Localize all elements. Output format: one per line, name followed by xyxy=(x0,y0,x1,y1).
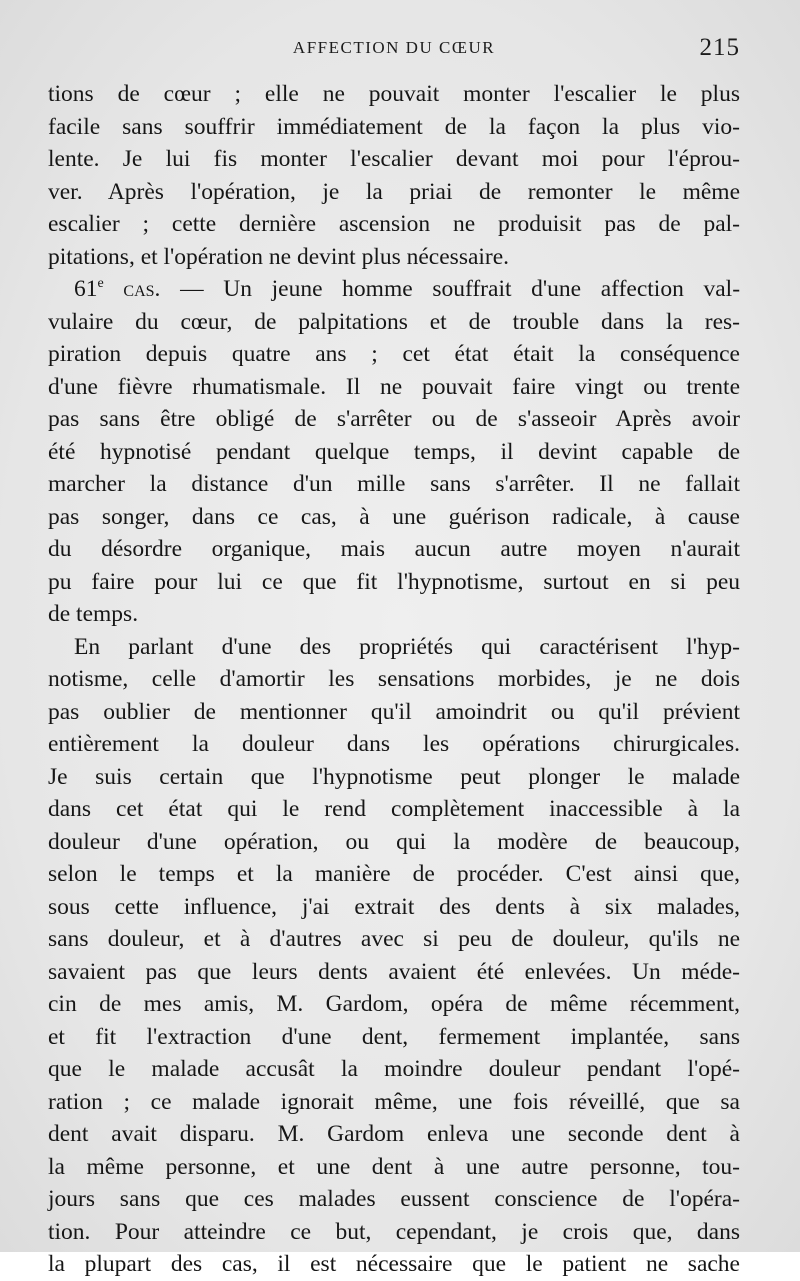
text-line: de temps. xyxy=(48,601,139,627)
text-line: marcher la distance d'un mille sans s'arrêter. Il ne fallait xyxy=(48,471,740,497)
text-line: cin de mes amis, M. Gardom, opéra de même récemment, xyxy=(48,991,740,1017)
text-line: vulaire du cœur, de palpitations et de trouble dans la res- xyxy=(48,308,740,335)
text-line: ration ; ce malade ignorait même, une fois réveillé, que sa xyxy=(48,1088,740,1115)
text-line: ver. Après l'opération, je la priai de remonter le même xyxy=(48,178,740,205)
text-line: d'une fièvre rhumatismale. Il ne pouvait faire vingt ou trente xyxy=(48,373,740,400)
text-line: jours sans que ces malades eussent conscience de l'opéra- xyxy=(48,1186,740,1212)
text-line: pas oublier de mentionner qu'il amoindrit ou qu'il prévient xyxy=(48,698,740,725)
text-line: la même personne, et une dent à une autre personne, tou- xyxy=(48,1153,740,1180)
text-line: lente. Je lui fis monter l'escalier devant moi pour l'éprou- xyxy=(48,146,740,172)
text-line: sous cette influence, j'ai extrait des dents à six malades, xyxy=(48,893,740,920)
text-line: entièrement la douleur dans les opérations chirurgicales. xyxy=(48,731,740,757)
case-number-suffix: e xyxy=(97,276,104,292)
text-line: du désordre organique, mais aucun autre moyen n'aurait xyxy=(48,536,740,562)
case-number: 61 xyxy=(74,276,98,302)
text-line: facile sans souffrir immédiatement de la façon la plus vio- xyxy=(48,113,740,140)
text-line: pas sans être obligé de s'arrêter ou de s'asseoir Après avoir xyxy=(48,406,740,432)
text-line: — Un jeune homme souffrait d'une affection val- xyxy=(180,276,741,302)
text-line: été hypnotisé pendant quelque temps, il devint capable de xyxy=(48,438,740,465)
case-label: cas. xyxy=(123,276,161,302)
text-line: tion. Pour atteindre ce but, cependant, je crois que, dans xyxy=(48,1218,740,1245)
text-line: Je suis certain que l'hypnotisme peut plonger le malade xyxy=(48,763,740,790)
text-line: piration depuis quatre ans ; cet état était la conséquence xyxy=(48,341,740,367)
running-head: AFFECTION DU CŒUR xyxy=(292,38,496,57)
text-line: et fit l'extraction d'une dent, fermement implantée, sans xyxy=(48,1023,740,1050)
text-line: pas songer, dans ce cas, à une guérison radicale, à cause xyxy=(48,503,740,530)
text-line: pu faire pour lui ce que fit l'hypnotisme, surtout en si peu xyxy=(48,568,740,595)
text-line: savaient pas que leurs dents avaient été enlevées. Un méde- xyxy=(48,958,740,985)
text-line: douleur d'une opération, ou qui la modère de beaucoup, xyxy=(48,828,740,855)
text-line: notisme, celle d'amortir les sensations morbides, je ne dois xyxy=(48,666,740,692)
page-header xyxy=(48,36,740,66)
text-line: tions de cœur ; elle ne pouvait monter l'escalier le plus xyxy=(48,81,740,107)
page-number: 215 xyxy=(699,34,740,61)
case-heading-line xyxy=(48,273,740,306)
text-line: que le malade accusât la moindre douleur pendant l'opé- xyxy=(48,1056,740,1082)
text-line: dans cet état qui le rend complètement inaccessible à la xyxy=(48,796,740,822)
text-line: pitations, et l'opération ne devint plus nécessaire. xyxy=(48,243,510,270)
text-line: selon le temps et la manière de procéder. C'est ainsi que, xyxy=(48,861,740,887)
text-line: escalier ; cette dernière ascension ne produisit pas de pal- xyxy=(48,211,740,237)
text-line: la plupart des cas, il est nécessaire que le patient ne sache xyxy=(48,1251,740,1277)
body-text xyxy=(48,78,740,1281)
text-line: En parlant d'une des propriétés qui caractérisent l'hyp- xyxy=(74,633,740,660)
text-line: sans douleur, et à d'autres avec si peu de douleur, qu'ils ne xyxy=(48,926,740,952)
text-line: dent avait disparu. M. Gardom enleva une seconde dent à xyxy=(48,1121,740,1147)
